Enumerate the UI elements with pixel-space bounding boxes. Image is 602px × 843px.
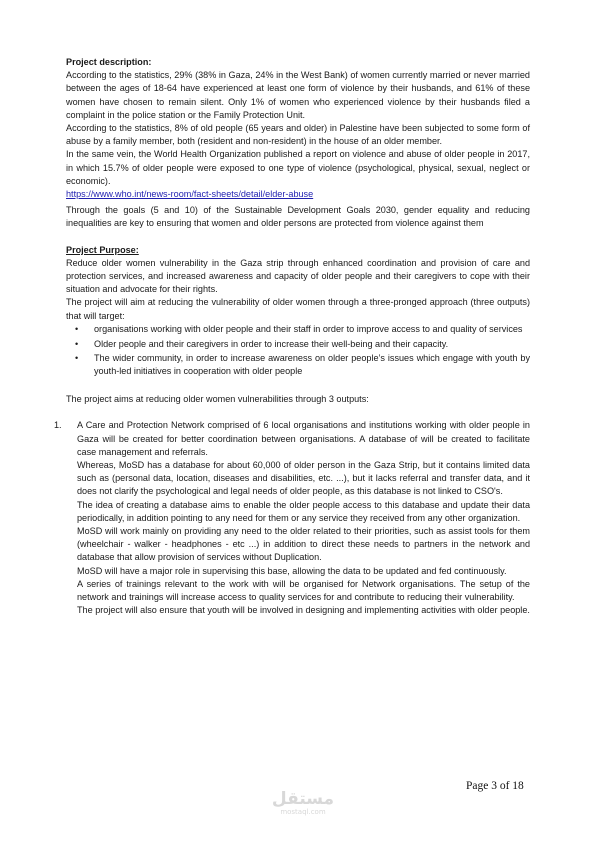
list-item	[66, 338, 530, 351]
who-link[interactable]: https://www.who.int/news-room/fact-sheets/detail/elder-abuse	[66, 189, 314, 200]
output-number: 1.	[54, 420, 62, 431]
paragraph: MoSD will have a major role in supervising this base, allowing the data to be updated and fed continuously.	[77, 565, 507, 576]
paragraph: According to the statistics, 8% of old people (65 years and older) in Palestine have been subjected to some form of abuse by a family member, both (resident and non-resident) in the house of an older member.	[66, 123, 530, 147]
list-item-text: organisations working with older people and their staff in order to improve access to and quality of services	[94, 323, 523, 334]
paragraph: The project will aim at reducing the vulnerability of older women through a three-pronged approach (three outputs) that will target:	[66, 297, 530, 321]
heading-project-description: Project description:	[66, 57, 152, 67]
list-item	[66, 352, 530, 378]
paragraph: The project will also ensure that youth will be involved in designing and implementing activities with older people.	[77, 605, 530, 616]
paragraph: A Care and Protection Network comprised of 6 local organisations and institutions working with older people in Gaza will be created for better coordination between organisations. A database of will be created to facilitate case management and referrals.	[77, 420, 530, 457]
paragraph: In the same vein, the World Health Organization published a report on violence and abuse of older people in 2017, in which 15.7% of older people were exposed to one type of violence (psychological, physical, sexual, neglect or economic).	[66, 149, 530, 186]
mostaql-watermark	[268, 790, 338, 816]
paragraph: Whereas, MoSD has a database for about 60,000 of older person in the Gaza Strip, but it contains limited data such as (personal data, location, diseases and disabilities, etc. ...), but it lacks referral and transfer data, and it does not clarify the psychological and legal needs of older people, as this database is not linked to CSO's.	[77, 459, 530, 497]
outputs-intro: The project aims at reducing older women vulnerabilities through 3 outputs:	[66, 394, 369, 405]
watermark-latin: mostaql.com	[280, 808, 326, 816]
paragraph: Through the goals (5 and 10) of the Sustainable Development Goals 2030, gender equality and reducing inequalities are key to ensuring that women and older persons are protected from violence against them	[66, 205, 530, 229]
watermark-arabic: مستقل	[271, 789, 335, 809]
document-page	[54, 56, 530, 617]
bullet-icon: •	[75, 323, 79, 334]
bullet-icon: •	[75, 353, 79, 364]
output-item	[54, 419, 530, 617]
paragraph: According to the statistics, 29% (38% in Gaza, 24% in the West Bank) of women currently married or never married between the ages of 18-64 have experienced at least one form of violence by their husbands, and 61% of these women have chosen to remain silent. Only 1% of women who experienced violence by their husbands filed a complaint in the police station or the Family Protection Unit.	[66, 70, 530, 120]
spacer	[66, 380, 530, 393]
paragraph: The idea of creating a database aims to enable the older people access to this database and update their data periodically, in addition pointing to any need for them or any service they received from any other organization.	[77, 499, 530, 523]
bullet-icon: •	[75, 338, 79, 349]
heading-project-purpose: Project Purpose:	[66, 244, 139, 255]
paragraph: A series of trainings relevant to the work with will be organised for Network organisations. The setup of the network and trainings will increase access to quality services for and contribute to reducing their vulnerability.	[77, 578, 530, 603]
outputs-list	[54, 419, 530, 617]
spacer	[66, 406, 530, 419]
list-item-text: Older people and their caregivers in order to increase their well-being and their capacity.	[94, 338, 449, 349]
list-item-text: The wider community, in order to increase awareness on older people’s issues which engage with youth by youth-led initiatives in cooperation with older people	[94, 353, 530, 377]
page-number: Page 3 of 18	[466, 780, 524, 792]
list-item	[66, 323, 530, 336]
target-list	[66, 323, 530, 379]
spacer	[66, 231, 530, 244]
paragraph: Reduce older women vulnerability in the Gaza strip through enhanced coordination and provision of care and protection services, and increased awareness and capacity of older people and their caregivers to cope with their situation and advocate for their rights.	[66, 257, 530, 295]
paragraph: MoSD will work mainly on providing any need to the older related to their priorities, such as assist tools for them (wheelchair - walker - headphones - etc ...) in addition to direct these needs to partners in the network and database that allow provision of services without Duplication.	[77, 526, 530, 563]
